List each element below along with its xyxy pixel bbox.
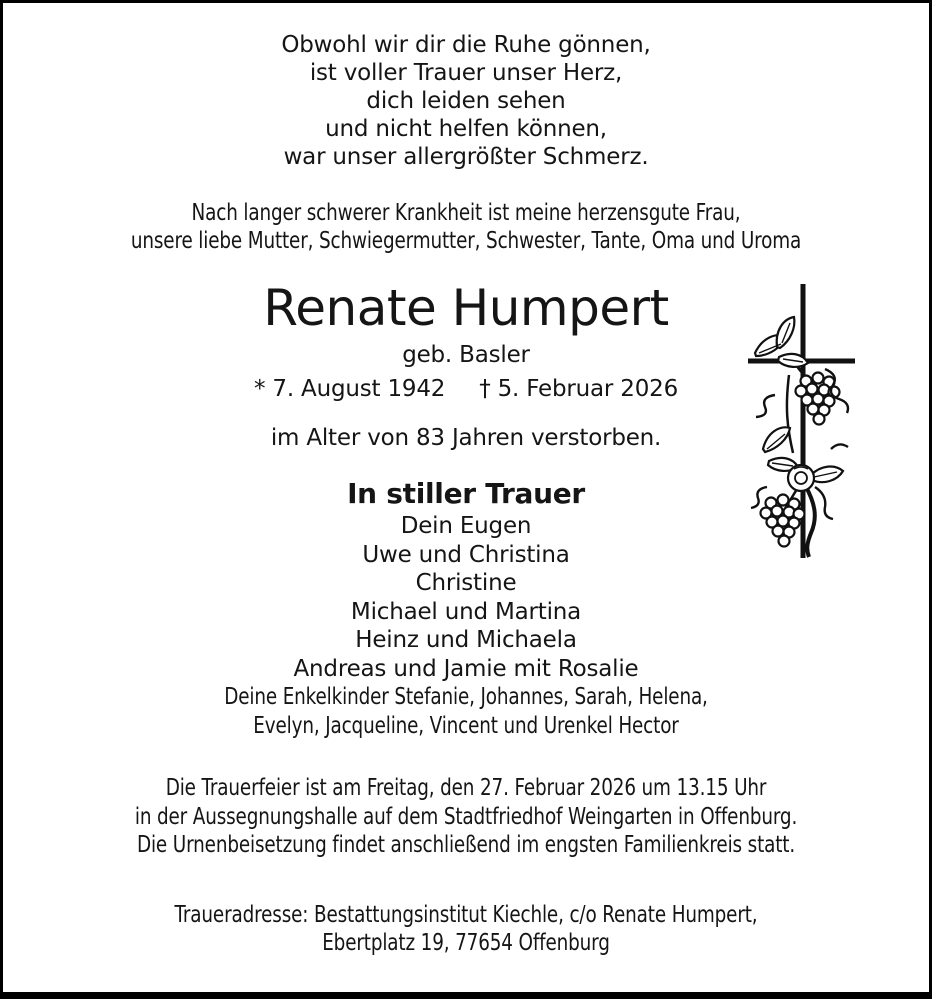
grandchildren-line: Deine Enkelkinder Stefanie, Johannes, Sarah, Helena, — [224, 684, 708, 710]
poem-line: war unser allergrößter Schmerz. — [283, 144, 649, 170]
death-date: † 5. Februar 2026 — [479, 376, 679, 402]
birth-date: * 7. August 1942 — [253, 376, 446, 402]
service-line: Die Urnenbeisetzung findet anschließend im engsten Familienkreis statt. — [136, 832, 796, 858]
address-line: Ebertplatz 19, 77654 Offenburg — [322, 930, 610, 956]
mourner-line: Andreas und Jamie mit Rosalie — [293, 655, 639, 682]
mourner-line: Uwe und Christina — [362, 541, 570, 568]
mourning-address — [3, 901, 929, 958]
intro-line: Nach langer schwerer Krankheit ist meine herzensgute Frau, — [191, 200, 741, 226]
service-paragraph — [3, 774, 929, 860]
intro-line: unsere liebe Mutter, Schwiegermutter, Schwester, Tante, Oma und Uroma — [130, 228, 802, 254]
grandchildren-line: Evelyn, Jacqueline, Vincent und Urenkel Hector — [253, 712, 679, 739]
poem-line: Obwohl wir dir die Ruhe gönnen, — [281, 32, 651, 58]
address-line: Traueradresse: Bestattungsinstitut Kiechle, c/o Renate Humpert, — [174, 901, 758, 928]
deceased-name: Renate Humpert — [263, 279, 669, 337]
service-line: Die Trauerfeier ist am Freitag, den 27. Februar 2026 um 13.15 Uhr — [165, 775, 767, 801]
service-line: in der Aussegnungshalle auf dem Stadtfriedhof Weingarten in Offenburg. — [134, 803, 798, 830]
age-line: im Alter von 83 Jahren verstorben. — [270, 425, 662, 451]
cross-grapevine-icon — [745, 277, 860, 562]
cross-grapevine-art — [745, 277, 860, 562]
poem — [3, 31, 929, 171]
poem-line: und nicht helfen können, — [325, 116, 607, 142]
maiden-name: geb. Basler — [402, 342, 530, 368]
mourner-line: Michael und Martina — [350, 598, 582, 625]
mourning-header: In stiller Trauer — [347, 477, 585, 510]
intro-paragraph — [3, 199, 929, 255]
poem-line: dich leiden sehen — [366, 88, 566, 114]
poem-line: ist voller Trauer unser Herz, — [309, 60, 623, 86]
mourner-line: Dein Eugen — [400, 513, 532, 539]
mourner-line: Christine — [415, 570, 517, 596]
mourner-line: Heinz und Michaela — [355, 627, 577, 653]
